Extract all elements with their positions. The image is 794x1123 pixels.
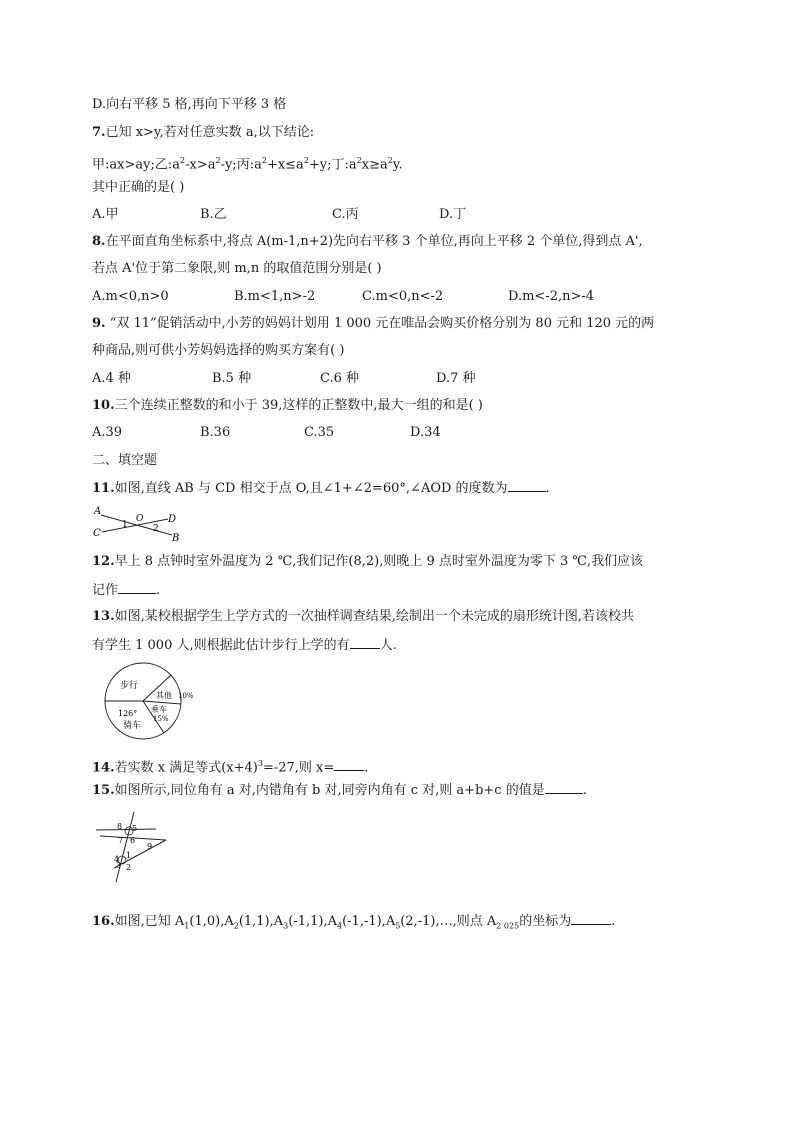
subscript: 2 025 (496, 921, 520, 931)
superscript: 2 (261, 156, 267, 165)
question-text: 人. (379, 638, 397, 653)
label-angle-2: 2 (153, 524, 159, 534)
point-coord: (2,-1),…,则点 A (400, 914, 497, 929)
angle-label-7: 7 (118, 836, 124, 845)
subscript: 3 (283, 921, 289, 931)
superscript: 2 (303, 156, 309, 165)
q7-conditions (92, 152, 403, 174)
slice-pct-other: 10% (178, 692, 194, 700)
label-d: D (168, 514, 177, 525)
point-coord: (1,1),A (238, 914, 284, 929)
slice-label-walk: 步行 (120, 681, 139, 691)
q7-stem (92, 124, 314, 142)
question-number: 10. (92, 398, 115, 413)
question-text: 如图,某校根据学生上学方式的一次抽样调查结果,绘制出一个未完成的扇形统计图,若该校共 (114, 609, 635, 624)
option-d: D.34 (410, 425, 441, 440)
period: . (364, 760, 369, 776)
angle-label-6: 6 (130, 836, 136, 845)
question-number: 13. (92, 609, 115, 624)
question-number: 7. (92, 125, 106, 140)
question-number: 16. (92, 914, 115, 929)
question-text: 已知 x>y,若对任意实数 a,以下结论: (105, 125, 315, 140)
subscript: 1 (184, 921, 190, 931)
q9-line1 (92, 315, 654, 333)
question-number: 8. (92, 234, 106, 249)
option-d: D.丁 (439, 207, 467, 222)
option-b: B.36 (200, 425, 231, 440)
point-coord: (1,0),A (189, 914, 234, 929)
superscript: 2 (180, 156, 186, 165)
q15-figure (92, 806, 172, 884)
angle-label-4: 4 (114, 855, 120, 864)
question-text: 如图,直线 AB 与 CD 相交于点 O,且∠1+∠2=60°,∠AOD 的度数为 (114, 481, 508, 496)
question-text: 如图,已知 A (114, 914, 185, 929)
option-c: C.m<0,n<-2 (362, 289, 444, 304)
condition-bing-label: 丙: (236, 157, 255, 173)
question-text: 记作 (92, 583, 119, 598)
slice-angle-bike: 126° (118, 709, 138, 718)
option-d: D.m<-2,n>-4 (508, 289, 595, 304)
q13-line2 (92, 636, 397, 655)
question-text: =-27,则 x= (262, 760, 335, 776)
condition-jia: ax>ay; (109, 157, 155, 173)
question-number: 12. (92, 554, 115, 569)
question-number: 9. (92, 316, 106, 331)
condition-bing-part: +y; (308, 157, 332, 173)
period: . (611, 914, 616, 929)
q8-line2: 若点 A'位于第二象限,则 m,n 的取值范围分别是( ) (92, 261, 382, 276)
superscript: 2 (356, 156, 362, 165)
option-a: A.甲 (92, 207, 119, 222)
question-text: “双 11”促销活动中,小芳的妈妈计划用 1 000 元在唯品会购买价格分别为 80 元和 120 元的两 (105, 316, 655, 331)
condition-jia-label: 甲: (92, 157, 110, 173)
superscript: 3 (257, 759, 263, 768)
angle-label-3: 3 (116, 861, 122, 870)
period: . (582, 783, 587, 798)
option-a: A.39 (92, 425, 123, 440)
angle-label-5: 5 (132, 824, 138, 833)
question-text: 的坐标为 (519, 914, 572, 929)
answer-blank[interactable] (350, 636, 380, 649)
question-text: 如图所示,同位角有 a 对,内错角有 b 对,同旁内角有 c 对,则 a+b+c 的值是 (114, 783, 545, 798)
option-b: B.乙 (200, 207, 227, 222)
slice-label-other: 其他 (156, 691, 172, 700)
superscript: 2 (215, 156, 221, 165)
q12-line1 (92, 553, 643, 571)
label-angle-1: 1 (122, 520, 128, 530)
q13-pie-chart (92, 660, 202, 742)
condition-ding-part: x≥a (361, 157, 388, 173)
q8-line1 (92, 233, 643, 251)
q11-figure (92, 503, 184, 541)
slice-label-bike: 骑车 (123, 721, 142, 731)
label-c: C (93, 528, 101, 539)
q16-stem (92, 912, 615, 936)
option-b: B.5 种 (212, 371, 252, 386)
q10-stem (92, 397, 483, 415)
slice-label-bus: 乘车 (151, 705, 167, 714)
condition-yi-part: -y; (220, 157, 237, 173)
option-b: B.m<1,n>-2 (234, 289, 316, 304)
pie-divider (143, 701, 181, 704)
q9-line2: 种商品,则可供小芳妈妈选择的购买方案有( ) (92, 343, 345, 358)
label-o: O (136, 514, 144, 524)
q11-stem (92, 479, 550, 498)
question-number: 14. (92, 760, 115, 776)
q14-stem (92, 755, 368, 777)
condition-yi-part: a (172, 157, 180, 173)
angle-label-9: 9 (147, 842, 153, 851)
answer-blank[interactable] (508, 479, 546, 492)
label-b: B (172, 533, 180, 541)
question-text: 在平面直角坐标系中,将点 A(m-1,n+2)先向右平移 3 个单位,再向上平移 2 个单位,得到点 A', (105, 234, 643, 249)
period: . (545, 481, 550, 496)
option-a: A.m<0,n>0 (92, 289, 169, 304)
angle-label-1: 1 (126, 851, 132, 860)
q12-line2 (92, 581, 160, 600)
answer-blank[interactable] (545, 781, 583, 794)
question-number: 11. (92, 481, 115, 496)
point-coord: (-1,-1),A (342, 914, 396, 929)
condition-bing-part: +x≤a (266, 157, 304, 173)
condition-yi-label: 乙: (154, 157, 173, 173)
answer-blank[interactable] (118, 581, 156, 594)
option-d: D.7 种 (436, 371, 476, 386)
section-title: 二、填空题 (92, 453, 158, 468)
superscript: 2 (387, 156, 393, 165)
option-c: C.6 种 (320, 371, 360, 386)
period: . (156, 583, 161, 598)
question-text: 三个连续正整数的和小于 39,这样的正整数中,最大一组的和是( ) (114, 398, 483, 413)
angle-label-2: 2 (126, 863, 132, 872)
q6-option-d: D.向右平移 5 格,再向下平移 3 格 (92, 97, 287, 112)
answer-blank[interactable] (334, 758, 364, 771)
subscript: 5 (395, 921, 401, 931)
condition-ding-label: 丁: (331, 157, 349, 173)
question-text: 若实数 x 满足等式(x+4) (114, 760, 258, 776)
slice-pct-bus: 15% (153, 715, 169, 723)
option-c: C.丙 (332, 207, 359, 222)
subscript: 4 (336, 921, 343, 931)
answer-blank[interactable] (571, 912, 611, 925)
q7-ask: 其中正确的是( ) (92, 180, 185, 195)
question-text: 早上 8 点钟时室外温度为 2 ℃,我们记作(8,2),则晚上 9 点时室外温度为零下 3 ℃,我们应该 (114, 554, 644, 569)
point-coord: (-1,1),A (288, 914, 337, 929)
condition-bing-part: a (254, 157, 262, 173)
label-a: A (94, 506, 102, 517)
question-text: 有学生 1 000 人,则根据此估计步行上学的有 (92, 638, 350, 653)
condition-ding-part: y. (392, 157, 403, 173)
q13-line1 (92, 608, 634, 626)
condition-yi-part: -x>a (185, 157, 216, 173)
angle-label-8: 8 (117, 822, 123, 831)
question-number: 15. (92, 783, 115, 798)
q15-stem (92, 781, 587, 800)
subscript: 2 (233, 921, 239, 931)
line-top (96, 829, 156, 830)
option-c: C.35 (304, 425, 335, 440)
condition-ding-part: a (348, 157, 357, 173)
option-a: A.4 种 (92, 371, 131, 386)
